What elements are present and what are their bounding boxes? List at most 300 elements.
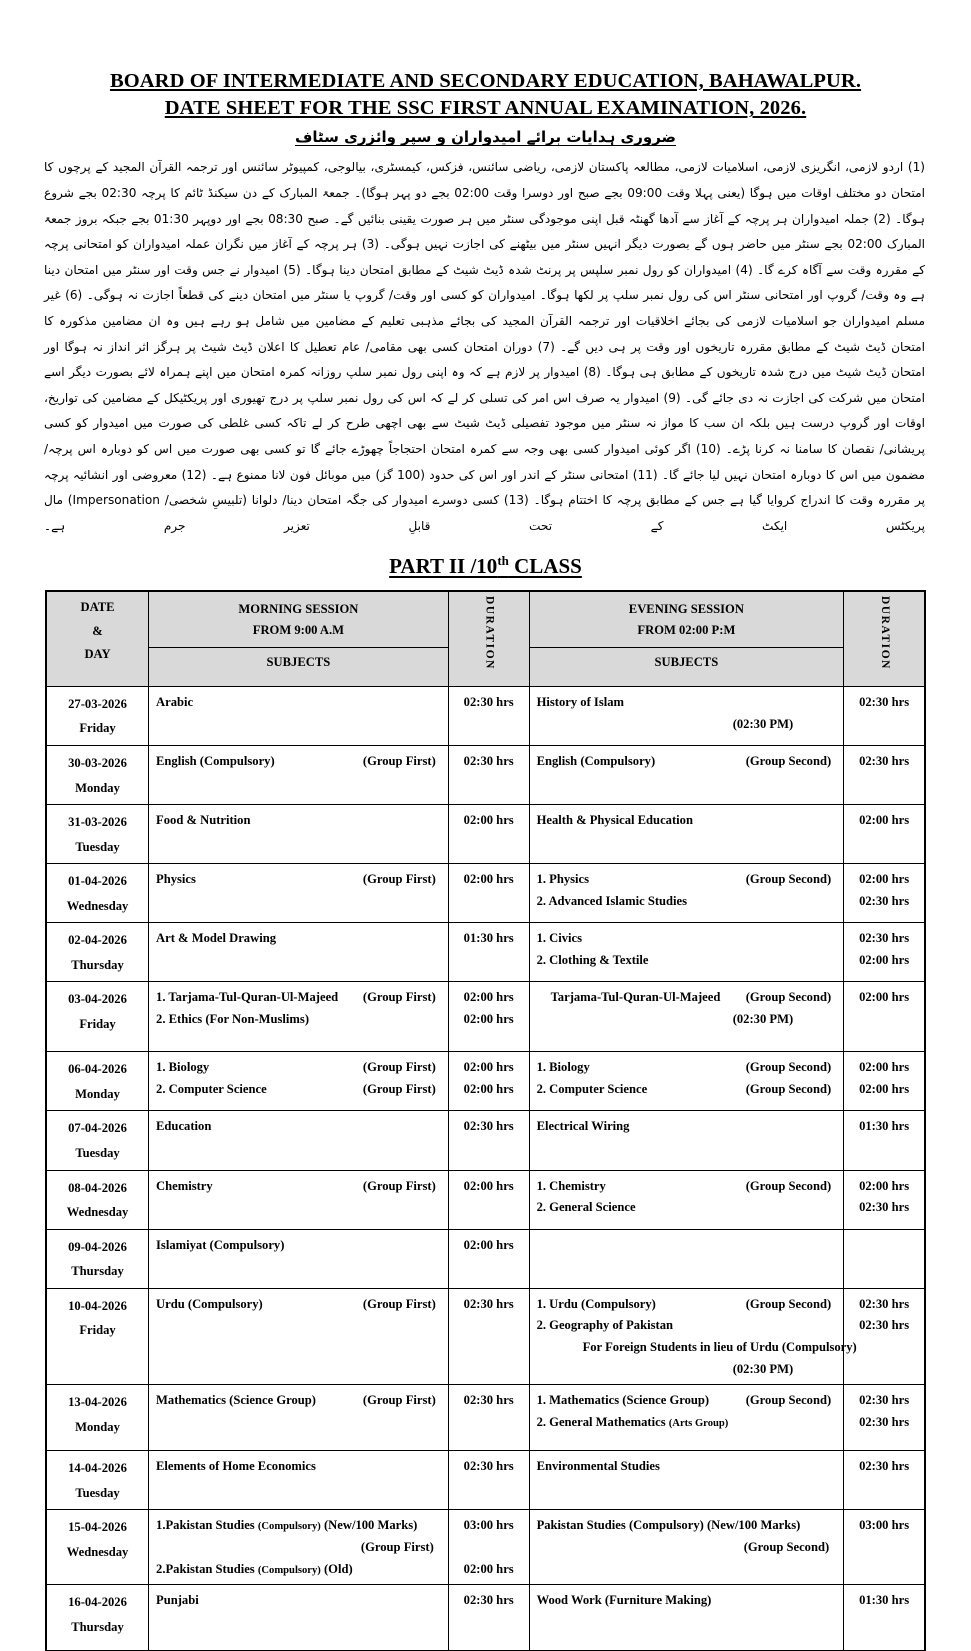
subject-line (537, 1009, 840, 1031)
subject-name: Elements of Home Economics (156, 1459, 316, 1474)
table-row (47, 686, 925, 745)
evening-subjects-cell (529, 923, 844, 982)
duration-value: 02:30 hrs (859, 893, 910, 908)
subject-name: Tarjama-Tul-Quran-Ul-Majeed (550, 990, 721, 1005)
exam-date-cell (47, 982, 149, 1052)
subject-line (156, 692, 444, 714)
duration-value: 02:00 hrs (859, 1082, 910, 1097)
header-amp-label: & (92, 623, 103, 638)
morning-duration-cell (448, 864, 529, 923)
evening-duration-cell (844, 1585, 925, 1651)
exam-day: Friday (79, 1323, 116, 1338)
subject-name: Education (156, 1119, 212, 1134)
subject-line (156, 1079, 444, 1101)
exam-date: 07-04-2026 (68, 1121, 127, 1136)
part-title-sup: th (497, 553, 509, 569)
col-header-morning-session (149, 592, 449, 648)
group-label: (Group First) (362, 1393, 436, 1408)
table-row (47, 1451, 925, 1510)
duration-value: 02:00 hrs (463, 1561, 514, 1576)
subject-line (156, 751, 444, 773)
exam-date: 15-04-2026 (68, 1520, 127, 1535)
table-row (47, 1229, 925, 1288)
duration-value: 02:30 hrs (463, 754, 514, 768)
duration-value: 03:00 hrs (859, 1518, 910, 1533)
group-label: (Group First) (362, 872, 436, 887)
subject-name: 1.Pakistan Studies (156, 1518, 258, 1533)
table-row (47, 1052, 925, 1111)
duration-value: 02:30 hrs (859, 1296, 910, 1311)
duration-value: 02:30 hrs (463, 694, 514, 709)
subject-name: Physics (156, 872, 196, 887)
group-label: (Group First) (362, 754, 436, 768)
group-label: (Group Second) (745, 754, 832, 768)
col-header-duration-evening (844, 592, 925, 687)
subject-name: Art & Model Drawing (156, 931, 276, 946)
morning-duration-cell (448, 1052, 529, 1111)
subject-name: 2. Clothing & Textile (536, 952, 649, 967)
exam-day: Thursday (71, 1264, 124, 1279)
evening-duration-cell (844, 1052, 925, 1111)
morning-subjects-cell (149, 1385, 449, 1451)
duration-value (452, 1537, 526, 1559)
evening-subjects-cell (529, 1510, 844, 1585)
duration-value: 02:30 hrs (463, 1593, 514, 1608)
subject-line (156, 1235, 444, 1257)
exam-date-cell (47, 1170, 149, 1229)
instruction-10: (10) اگر کوئی امیدوار کسی بھی وجہ سے کمرہ امتحان احتجاجاً چھوڑے جائے گا تو کسی بھی صورت میں اس کو دوبارہ اس پرچہ/ مضمون میں اس کا دوبارہ امتحان نہیں لیا جائے گا۔ (44, 442, 925, 482)
col-header-date-day (47, 592, 149, 687)
document-header (0, 0, 971, 146)
instruction-12: (12) معروضی اور انشائیہ پرچہ پر مقررہ وقت کا اندراج کروایا گیا ہے جس کے مطابق پرچہ کا اختتام ہوگا۔ (44, 467, 925, 508)
group-label: (Group Second) (745, 990, 832, 1005)
duration-value: 02:00 hrs (463, 1012, 514, 1027)
subject-line (156, 1590, 444, 1612)
subject-tail: (New/100 Marks) (320, 1518, 418, 1533)
subject-name: Electrical Wiring (536, 1119, 630, 1134)
group-label: (Group First) (362, 990, 436, 1005)
table-row (47, 1585, 925, 1651)
subject-line (537, 1116, 840, 1138)
exam-date-cell (47, 686, 149, 745)
evening-subjects-cell (529, 686, 844, 745)
evening-subjects-cell (529, 805, 844, 864)
exam-date-cell (47, 1111, 149, 1170)
exam-day: Friday (79, 1016, 116, 1031)
exam-date: 31-03-2026 (68, 815, 127, 830)
morning-subjects-cell (149, 805, 449, 864)
header-day-label: DAY (84, 646, 111, 661)
col-header-duration-morning (448, 592, 529, 687)
part-class-title (0, 553, 971, 579)
subject-name: 1. Mathematics (Science Group) (536, 1393, 710, 1408)
morning-duration-cell (448, 923, 529, 982)
subject-line (537, 1337, 857, 1359)
evening-duration-cell (844, 1229, 925, 1288)
exam-date-cell (47, 1451, 149, 1510)
subject-line (156, 928, 444, 950)
morning-duration-cell (448, 686, 529, 745)
exam-day: Friday (79, 721, 116, 736)
group-label: (Group Second) (745, 1060, 832, 1075)
subject-line (537, 1515, 840, 1537)
exam-date: 10-04-2026 (68, 1298, 127, 1313)
morning-subjects-cell (149, 1170, 449, 1229)
subject-name: 1. Biology (536, 1060, 590, 1075)
exam-date-cell (47, 1052, 149, 1111)
morning-subjects-cell (149, 746, 449, 805)
part-title-post: CLASS (508, 554, 582, 579)
evening-duration-cell (844, 1170, 925, 1229)
exam-date: 02-04-2026 (68, 933, 127, 948)
exam-date-cell (47, 1510, 149, 1585)
subject-name: (02:30 PM) (732, 1361, 794, 1376)
table-row (47, 1170, 925, 1229)
subject-name: 1. Physics (536, 872, 590, 887)
subject-name: Food & Nutrition (156, 813, 251, 828)
morning-duration-cell (448, 746, 529, 805)
subject-name: (02:30 PM) (732, 716, 794, 731)
morning-duration-cell (448, 1288, 529, 1385)
morning-duration-cell (448, 1451, 529, 1510)
subject-name: 1. Biology (156, 1060, 210, 1075)
instruction-9: (9) امیدوار یہ صرف اس امر کی تسلی کر لے کہ اس کی رول نمبر سلپ پر درج تھیوری اور پریکٹیکل کے مضامین کی تواریخ، اوقات اور گروپ درست ہیں بلکہ ان سب کا مواز نہ سنٹر میں موجود تفصیلی ڈیٹ شیٹ سے بھی اچھی طرح کر لے تاکہ کسی غلطی کی صورت میں امیدوار کو کسی پریشانی/ نقصان کا سامنا نہ کرنا پڑے۔ (44, 390, 925, 456)
duration-value: 02:30 hrs (463, 1393, 514, 1408)
group-label: (Group Second) (745, 1178, 832, 1193)
evening-duration-cell (844, 1111, 925, 1170)
instruction-11: (11) امتحانی سنٹر کے اندر اور اس کی حدود (100 گز) میں موبائل فون لانا ممنوع ہے۔ (210, 467, 658, 482)
morning-session-time: FROM 9:00 A.M (252, 623, 345, 638)
subject-line (156, 1057, 444, 1079)
duration-value: 02:30 hrs (463, 1459, 514, 1474)
duration-value: 01:30 hrs (859, 1119, 910, 1134)
morning-subjects-cell (149, 1451, 449, 1510)
instructions-paragraph-block (44, 155, 925, 539)
group-label: (Group First) (362, 1178, 436, 1193)
subject-name: 2. General Science (536, 1200, 636, 1215)
subject-line (537, 1359, 840, 1381)
subject-line (156, 1537, 444, 1559)
evening-duration-cell (844, 864, 925, 923)
table-head (47, 592, 925, 687)
subject-line (156, 1294, 444, 1316)
duration-value: 02:30 hrs (859, 1459, 910, 1474)
exam-day: Monday (75, 1419, 120, 1434)
morning-subjects-cell (149, 1052, 449, 1111)
subject-name: 1. Civics (536, 931, 583, 946)
subject-line (537, 987, 840, 1009)
subject-qualifier: (Arts Group) (668, 1418, 729, 1430)
subject-name: Punjabi (156, 1593, 199, 1608)
subject-line (156, 1515, 444, 1537)
subject-line (537, 1176, 840, 1198)
subject-name: 2. Computer Science (156, 1082, 267, 1097)
exam-day: Tuesday (75, 1146, 120, 1161)
subject-line (156, 1176, 444, 1198)
instruction-3: (3) ہر پرچہ کے آغاز میں نگران عملہ امیدواران کو امتحانی پرچہ کے مقررہ وقت سے آگاہ کرے گا۔ (44, 237, 926, 277)
subject-qualifier: (Compulsory) (257, 1564, 321, 1576)
table-row (47, 805, 925, 864)
evening-subjects-cell (529, 1585, 844, 1651)
exam-date-cell (47, 923, 149, 982)
subject-line (156, 987, 444, 1009)
evening-duration-cell (844, 923, 925, 982)
board-title: BOARD OF INTERMEDIATE AND SECONDARY EDUCATION, BAHAWALPUR. (109, 70, 862, 92)
duration-value: 02:00 hrs (463, 1237, 514, 1252)
morning-duration-cell (448, 805, 529, 864)
subject-line (537, 950, 840, 972)
exam-date-cell (47, 1229, 149, 1288)
evening-subjects-cell (529, 864, 844, 923)
exam-date: 09-04-2026 (68, 1239, 127, 1254)
subject-line (156, 1009, 444, 1031)
urdu-instructions-body (44, 155, 925, 539)
group-label: (Group First) (362, 1060, 436, 1075)
subject-name: 2. Geography of Pakistan (536, 1318, 674, 1333)
exam-date-cell (47, 746, 149, 805)
instruction-1: (1) اردو لازمی، انگریزی لازمی، اسلامیات لازمی، مطالعہ پاکستان لازمی، ریاضی سائنس، فزکس، کیمسٹری، بیالوجی، کمپیوٹر سائنس اور ترجمہ القرآن المجید کے پرچوں کا امتحان دو مختلف اوقات میں ہوگا (یعنی پہلا وقت 09:00 بجے صبح اور دوسرا وقت 02:00 بجے دو پہر ہوگا)۔ جمعۃ المبارک کے دن سیکنڈ ٹائم کا پرچہ 02:30 بجے شروع ہوگا۔ (44, 160, 926, 226)
morning-subjects-cell (149, 923, 449, 982)
header-date-label: DATE (80, 600, 115, 615)
morning-subjects-cell (149, 1585, 449, 1651)
subject-line (537, 1537, 840, 1559)
exam-date: 27-03-2026 (68, 696, 127, 711)
subject-line (537, 1197, 840, 1219)
exam-date-cell (47, 1585, 149, 1651)
datesheet-table (46, 591, 925, 1651)
subject-line (537, 1456, 840, 1478)
subject-line (537, 751, 840, 773)
subject-name: Health & Physical Education (536, 813, 693, 828)
subject-name: 2. General Mathematics (536, 1415, 669, 1430)
duration-value: 02:30 hrs (859, 1318, 910, 1333)
duration-value: 02:30 hrs (859, 1393, 910, 1408)
subject-name: Wood Work (Furniture Making) (536, 1593, 712, 1608)
instruction-8: (8) امیدوار پر لازم ہے کہ وہ اپنی رول نمبر سلپ روزانہ کمرہ امتحان میں اپنے ہمراہ لائے بصورت دیگر اسے امتحان میں شرکت کی اجازت نہ دی جائے گی۔ (44, 365, 925, 405)
group-label: (Group Second) (745, 1082, 832, 1097)
header-row-1 (47, 592, 925, 648)
subject-name: Chemistry (156, 1178, 213, 1193)
morning-subjects-cell (149, 686, 449, 745)
duration-value: 02:00 hrs (463, 990, 514, 1005)
exam-date: 16-04-2026 (68, 1595, 127, 1610)
evening-session-time: FROM 02:00 P:M (637, 623, 736, 638)
duration-label-morning: DURATION (483, 596, 496, 671)
duration-value: 02:00 hrs (859, 1178, 910, 1193)
subject-line (537, 869, 840, 891)
table-row (47, 1385, 925, 1451)
subject-line (156, 869, 444, 891)
exam-day: Wednesday (66, 1205, 129, 1220)
subject-line (537, 891, 840, 913)
exam-date-cell (47, 1288, 149, 1385)
exam-date: 08-04-2026 (68, 1180, 127, 1195)
duration-label-evening: DURATION (878, 596, 891, 671)
instruction-5: (5) امیدوار نے جس وقت اور سنٹر میں امتحان دینا ہے وہ وقت/ گروپ اور امتحانی سنٹر اس کی رول نمبر سلپ پر لکھا ہوگا۔ امیدواران کو کسی اور وقت/ گروپ یا سنٹر میں امتحان دینے کی قطعاً اجازت نہ ہوگی۔ (44, 262, 925, 303)
table-row (47, 746, 925, 805)
morning-subjects-cell (149, 1510, 449, 1585)
subject-name: (02:30 PM) (732, 1012, 794, 1027)
instruction-13: (13) کسی دوسرے امیدوار کی جگہ امتحان دینا/ دلوانا (تلبیسِ شخصی/ Impersonation) مال پریکٹس ایکٹ کے تحت قابلِ تعزیر جرم ہے۔ (44, 493, 925, 533)
exam-date: 06-04-2026 (68, 1062, 127, 1077)
duration-value: 01:30 hrs (859, 1593, 910, 1608)
col-header-evening-session (529, 592, 844, 648)
exam-day: Wednesday (66, 898, 129, 913)
subject-name: English (Compulsory) (156, 754, 275, 768)
evening-duration-cell (844, 982, 925, 1052)
morning-subjects-cell (149, 1288, 449, 1385)
subject-name: Environmental Studies (536, 1459, 660, 1474)
morning-subjects-cell (149, 982, 449, 1052)
evening-subjects-cell (529, 1451, 844, 1510)
subject-name: Pakistan Studies (Compulsory) (536, 1518, 704, 1533)
evening-subjects-cell (529, 1288, 857, 1385)
subject-name: Urdu (Compulsory) (156, 1296, 263, 1311)
morning-duration-cell (448, 1385, 529, 1451)
exam-day: Thursday (71, 957, 124, 972)
duration-value: 02:00 hrs (463, 1082, 514, 1097)
subject-name: 2.Pakistan Studies (156, 1561, 258, 1576)
exam-day: Tuesday (75, 839, 120, 854)
morning-duration-cell (448, 1510, 529, 1585)
duration-value: 02:00 hrs (859, 990, 910, 1005)
duration-value: 02:30 hrs (859, 1200, 910, 1215)
evening-subjects-cell (529, 1052, 844, 1111)
exam-date: 03-04-2026 (68, 992, 127, 1007)
instruction-6: (6) غیر مسلم امیدواران جو اسلامیات لازمی کی بجائے اخلاقیات اور ترجمہ القرآن المجید کی بجائے مذہبی تعلیم کے مضامین میں شامل ہو رہے ہیں وہ ان مضامین مذکورہ کا امتحان ڈیٹ شیٹ کے مطابق مقررہ تاریخوں اور وقت پر ہی دیں گے۔ (44, 288, 925, 354)
subject-line (537, 1315, 840, 1337)
subject-name: For Foreign Students in lieu of Urdu (Compulsory) (582, 1340, 857, 1355)
exam-day: Monday (75, 780, 120, 795)
subject-tail: (Old) (320, 1561, 353, 1576)
duration-value: 02:00 hrs (859, 1060, 910, 1075)
datesheet-subtitle: DATE SHEET FOR THE SSC FIRST ANNUAL EXAMINATION, 2026. (164, 97, 807, 120)
subject-name: 1. Urdu (Compulsory) (536, 1296, 656, 1311)
subject-line (156, 1116, 444, 1138)
subject-line (156, 1456, 444, 1478)
subject-name: Mathematics (Science Group) (156, 1393, 316, 1408)
subject-name: 2. Advanced Islamic Studies (536, 893, 688, 908)
group-label: (Group Second) (745, 1393, 832, 1408)
subject-line (156, 810, 444, 832)
subject-line (537, 1057, 840, 1079)
subject-name: 2. Ethics (For Non-Muslims) (156, 1012, 310, 1027)
instruction-4: (4) امیدواران کو رول نمبر سلپس پر پرنٹ شدہ ڈیٹ شیٹ کے مطابق امتحان دینا ہوگا۔ (305, 262, 753, 277)
evening-duration-cell (844, 746, 925, 805)
subject-name: Islamiyat (Compulsory) (156, 1237, 285, 1252)
evening-duration-cell (844, 805, 925, 864)
duration-value: 01:30 hrs (463, 931, 514, 946)
duration-value: 02:30 hrs (859, 694, 910, 709)
duration-value: 02:00 hrs (463, 813, 514, 828)
morning-subjects-cell (149, 1229, 449, 1288)
subject-line (537, 1412, 840, 1434)
subject-line (537, 810, 840, 832)
subject-name: (Group First) (360, 1540, 434, 1555)
table-row (47, 1288, 925, 1385)
evening-subjects-cell (529, 1111, 844, 1170)
table-row (47, 864, 925, 923)
exam-date: 30-03-2026 (68, 756, 127, 770)
duration-value: 02:00 hrs (463, 872, 514, 887)
duration-value: 02:30 hrs (463, 1296, 514, 1311)
col-header-subjects-morning: SUBJECTS (149, 647, 449, 686)
subject-line (537, 1079, 840, 1101)
subject-line (537, 1590, 840, 1612)
evening-duration-cell (844, 1385, 925, 1451)
morning-session-title: MORNING SESSION (238, 602, 359, 617)
urdu-instructions-title: ضروری ہدایات برائے امیدواران و سپر وائزری سٹاف (294, 128, 677, 147)
col-header-subjects-evening: SUBJECTS (529, 647, 844, 686)
subject-name: (Group Second) (743, 1540, 830, 1555)
morning-subjects-cell (149, 1111, 449, 1170)
subject-qualifier: (Compulsory) (257, 1521, 321, 1533)
subject-name: 1. Chemistry (536, 1178, 606, 1193)
evening-subjects-cell (529, 1385, 844, 1451)
group-label: (Group First) (362, 1296, 436, 1311)
part-title-pre: PART II /10 (389, 554, 498, 579)
exam-date-cell (47, 805, 149, 864)
table-row (47, 1111, 925, 1170)
group-label: (Group Second) (745, 1296, 832, 1311)
instruction-7: (7) دوران امتحان کسی بھی مقامی/ عام تعطیل کا اعلان ڈیٹ شیٹ پر ہرگز اثر انداز نہ ہوگا اور امتحان ڈیٹ شیٹ میں درج شدہ تاریخوں کے مطابق ہی ہوگا۔ (44, 339, 925, 380)
subject-line (537, 1294, 840, 1316)
duration-value: 02:00 hrs (859, 872, 910, 887)
morning-duration-cell (448, 1111, 529, 1170)
subject-name: 1. Tarjama-Tul-Quran-Ul-Majeed (156, 990, 339, 1005)
subject-line (537, 1390, 840, 1412)
group-label: (Group Second) (745, 872, 832, 887)
table-row (47, 982, 925, 1052)
morning-subjects-cell (149, 864, 449, 923)
morning-duration-cell (448, 1170, 529, 1229)
subject-tail: (New/100 Marks) (703, 1518, 801, 1533)
exam-day: Tuesday (75, 1485, 120, 1500)
subject-name: 2. Computer Science (536, 1082, 648, 1097)
exam-day: Monday (75, 1086, 120, 1101)
subject-line (537, 928, 840, 950)
subject-name: English (Compulsory) (536, 754, 656, 768)
exam-date-cell (47, 864, 149, 923)
duration-value: 02:00 hrs (859, 952, 910, 967)
duration-value: 02:00 hrs (463, 1178, 514, 1193)
exam-day: Wednesday (66, 1545, 129, 1560)
duration-value: 02:30 hrs (859, 931, 910, 946)
subject-line (156, 1390, 444, 1412)
evening-subjects-cell (529, 746, 844, 805)
duration-value: 02:30 hrs (463, 1119, 514, 1134)
evening-session-title: EVENING SESSION (628, 602, 744, 617)
morning-duration-cell (448, 1229, 529, 1288)
table-row (47, 1510, 925, 1585)
subject-name: History of Islam (536, 694, 625, 709)
table-row (47, 923, 925, 982)
morning-duration-cell (448, 1585, 529, 1651)
exam-date: 13-04-2026 (68, 1395, 127, 1410)
morning-duration-cell (448, 982, 529, 1052)
duration-value: 02:00 hrs (463, 1060, 514, 1075)
instruction-2: (2) جملہ امیدواران ہر پرچہ کے آغاز سے آدھا گھنٹہ قبل اپنی موجودگی سنٹر میں ہر صورت یقینی بنائیں گے۔ صبح 08:30 بجے اور دوپہر 01:30 بجے جبکہ بروز جمعۃ المبارک 02:00 بجے سنٹر میں حاضر ہوں گے بصورت دیگر انہیں سنٹر میں بیٹھنے کی اجازت نہیں ہوگی۔ (44, 211, 925, 252)
subject-name: Arabic (156, 694, 194, 709)
group-label: (Group First) (362, 1082, 436, 1097)
subject-line (537, 714, 840, 736)
duration-value: 02:30 hrs (859, 1415, 910, 1430)
duration-value: 02:00 hrs (859, 813, 910, 828)
exam-date: 14-04-2026 (68, 1461, 127, 1476)
evening-duration-cell (844, 686, 925, 745)
exam-date-cell (47, 1385, 149, 1451)
duration-value: 03:00 hrs (463, 1518, 514, 1533)
